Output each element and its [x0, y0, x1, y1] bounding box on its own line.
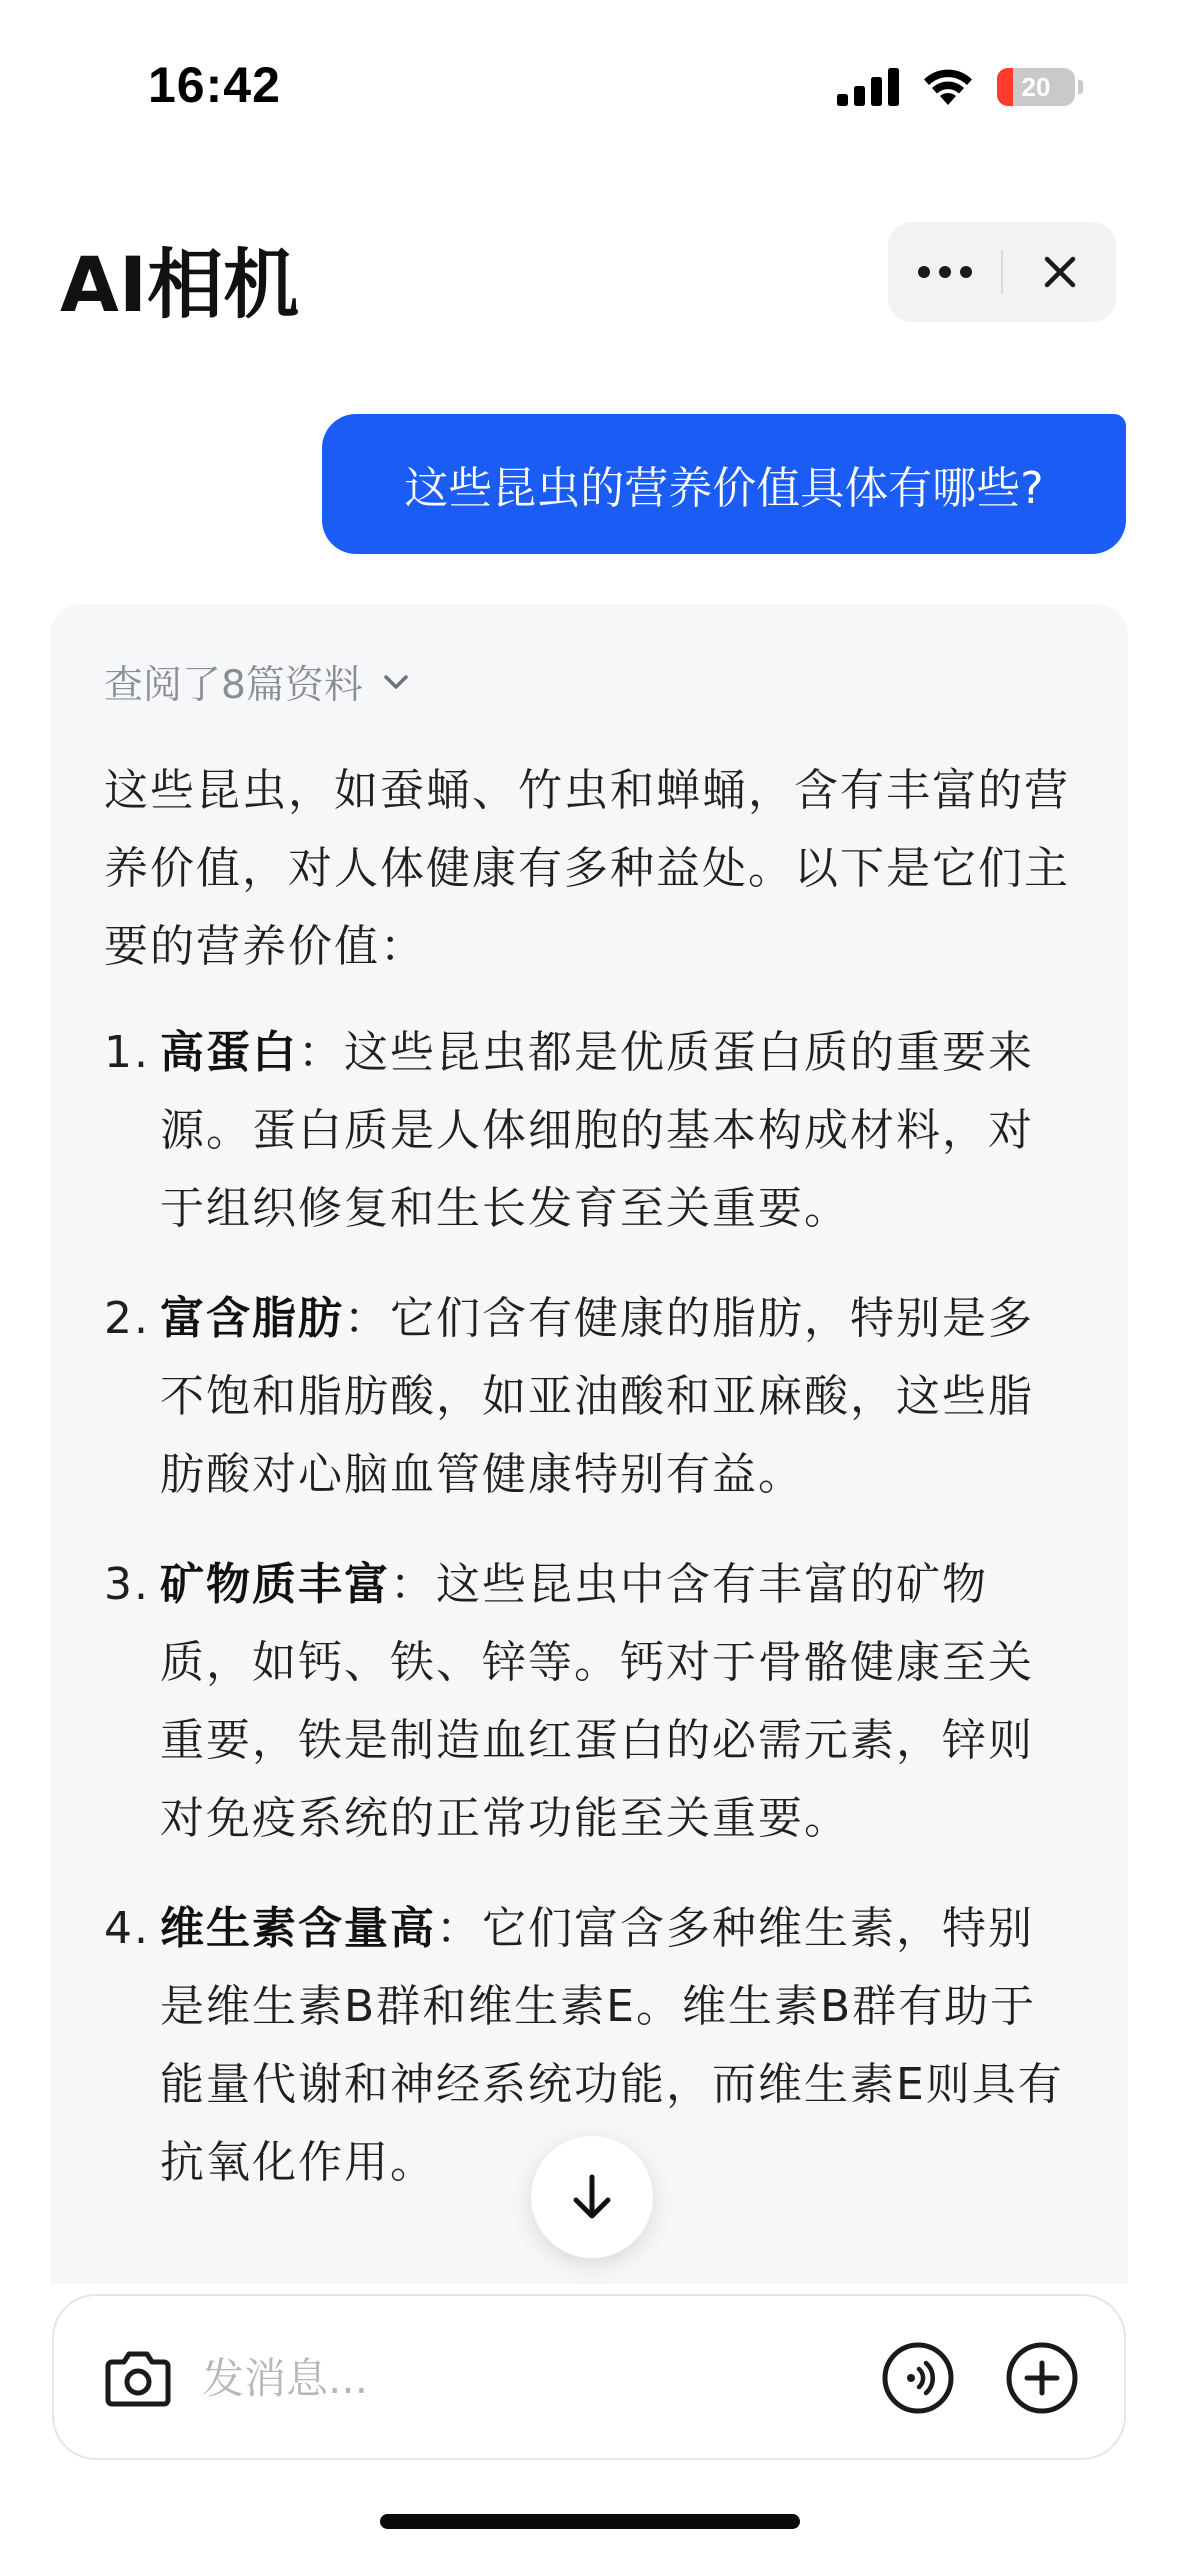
user-message-bubble — [322, 414, 1126, 554]
arrow-down-icon — [570, 2173, 614, 2221]
close-button[interactable] — [1003, 222, 1116, 322]
answer-text — [104, 752, 1076, 2234]
page-title: AI相机 — [60, 240, 300, 329]
wifi-icon — [921, 67, 975, 107]
list-item-title: 富含脂肪 — [160, 1293, 344, 1344]
more-button[interactable] — [888, 222, 1001, 322]
home-indicator — [380, 2514, 800, 2529]
list-item-text: ：它们富含多种维生素，特别是维生素B群和维生素E。维生素B群有助于能量代谢和神经系统功能，而维生素E则具有抗氧化作用。 — [160, 1903, 1064, 2188]
list-item — [104, 1280, 1076, 1514]
plus-circle-icon — [1005, 2341, 1079, 2415]
user-message-text: 这些昆虫的营养价值具体有哪些? — [404, 463, 1044, 514]
battery-tip — [1078, 80, 1083, 94]
list-item-title: 高蛋白 — [160, 1027, 298, 1078]
list-item-number: 4. — [104, 1903, 150, 1954]
answer-points-list — [104, 1014, 1076, 2202]
list-item — [104, 1546, 1076, 1858]
message-input-bar — [52, 2294, 1126, 2460]
list-item-number: 1. — [104, 1027, 150, 1078]
header-capsule — [888, 222, 1116, 322]
answer-intro: 这些昆虫，如蚕蛹、竹虫和蝉蛹，含有丰富的营养价值，对人体健康有多种益处。以下是它们主要的营养价值： — [104, 765, 1070, 972]
sources-label: 查阅了8篇资料 — [104, 663, 363, 708]
camera-button[interactable] — [102, 2342, 174, 2414]
list-item-title: 矿物质丰富 — [160, 1559, 390, 1610]
add-button[interactable] — [1004, 2340, 1080, 2416]
list-item-text: ：这些昆虫都是优质蛋白质的重要来源。蛋白质是人体细胞的基本构成材料，对于组织修复和生长发育至关重要。 — [160, 1027, 1034, 1234]
list-item-number: 3. — [104, 1559, 150, 1610]
cellular-signal-icon — [837, 68, 899, 106]
more-dots-icon — [918, 266, 972, 278]
list-item-number: 2. — [104, 1293, 150, 1344]
battery-charging-icon — [997, 68, 1075, 106]
list-item-text: ：它们含有健康的脂肪，特别是多不饱和脂肪酸，如亚油酸和亚麻酸，这些脂肪酸对心脑血管健康特别有益。 — [160, 1293, 1034, 1500]
sources-toggle[interactable] — [104, 654, 409, 710]
battery-percent: 20 — [1021, 71, 1051, 102]
chevron-down-icon — [383, 674, 409, 690]
close-icon — [1043, 255, 1077, 289]
scroll-to-bottom-button[interactable] — [531, 2136, 653, 2258]
message-input[interactable] — [202, 2346, 902, 2410]
voice-call-button[interactable] — [880, 2340, 956, 2416]
ai-answer-card — [50, 604, 1128, 2284]
voice-wave-icon — [881, 2341, 955, 2415]
status-time: 16:42 — [148, 57, 281, 113]
list-item — [104, 1014, 1076, 1248]
battery-level-fill — [997, 68, 1013, 106]
status-icons — [837, 62, 1083, 112]
list-item-text: ：这些昆虫中含有丰富的矿物质，如钙、铁、锌等。钙对于骨骼健康至关重要，铁是制造血红蛋白的必需元素，锌则对免疫系统的正常功能至关重要。 — [160, 1559, 1034, 1844]
list-item-title: 维生素含量高 — [160, 1903, 436, 1954]
camera-icon — [104, 2348, 172, 2408]
